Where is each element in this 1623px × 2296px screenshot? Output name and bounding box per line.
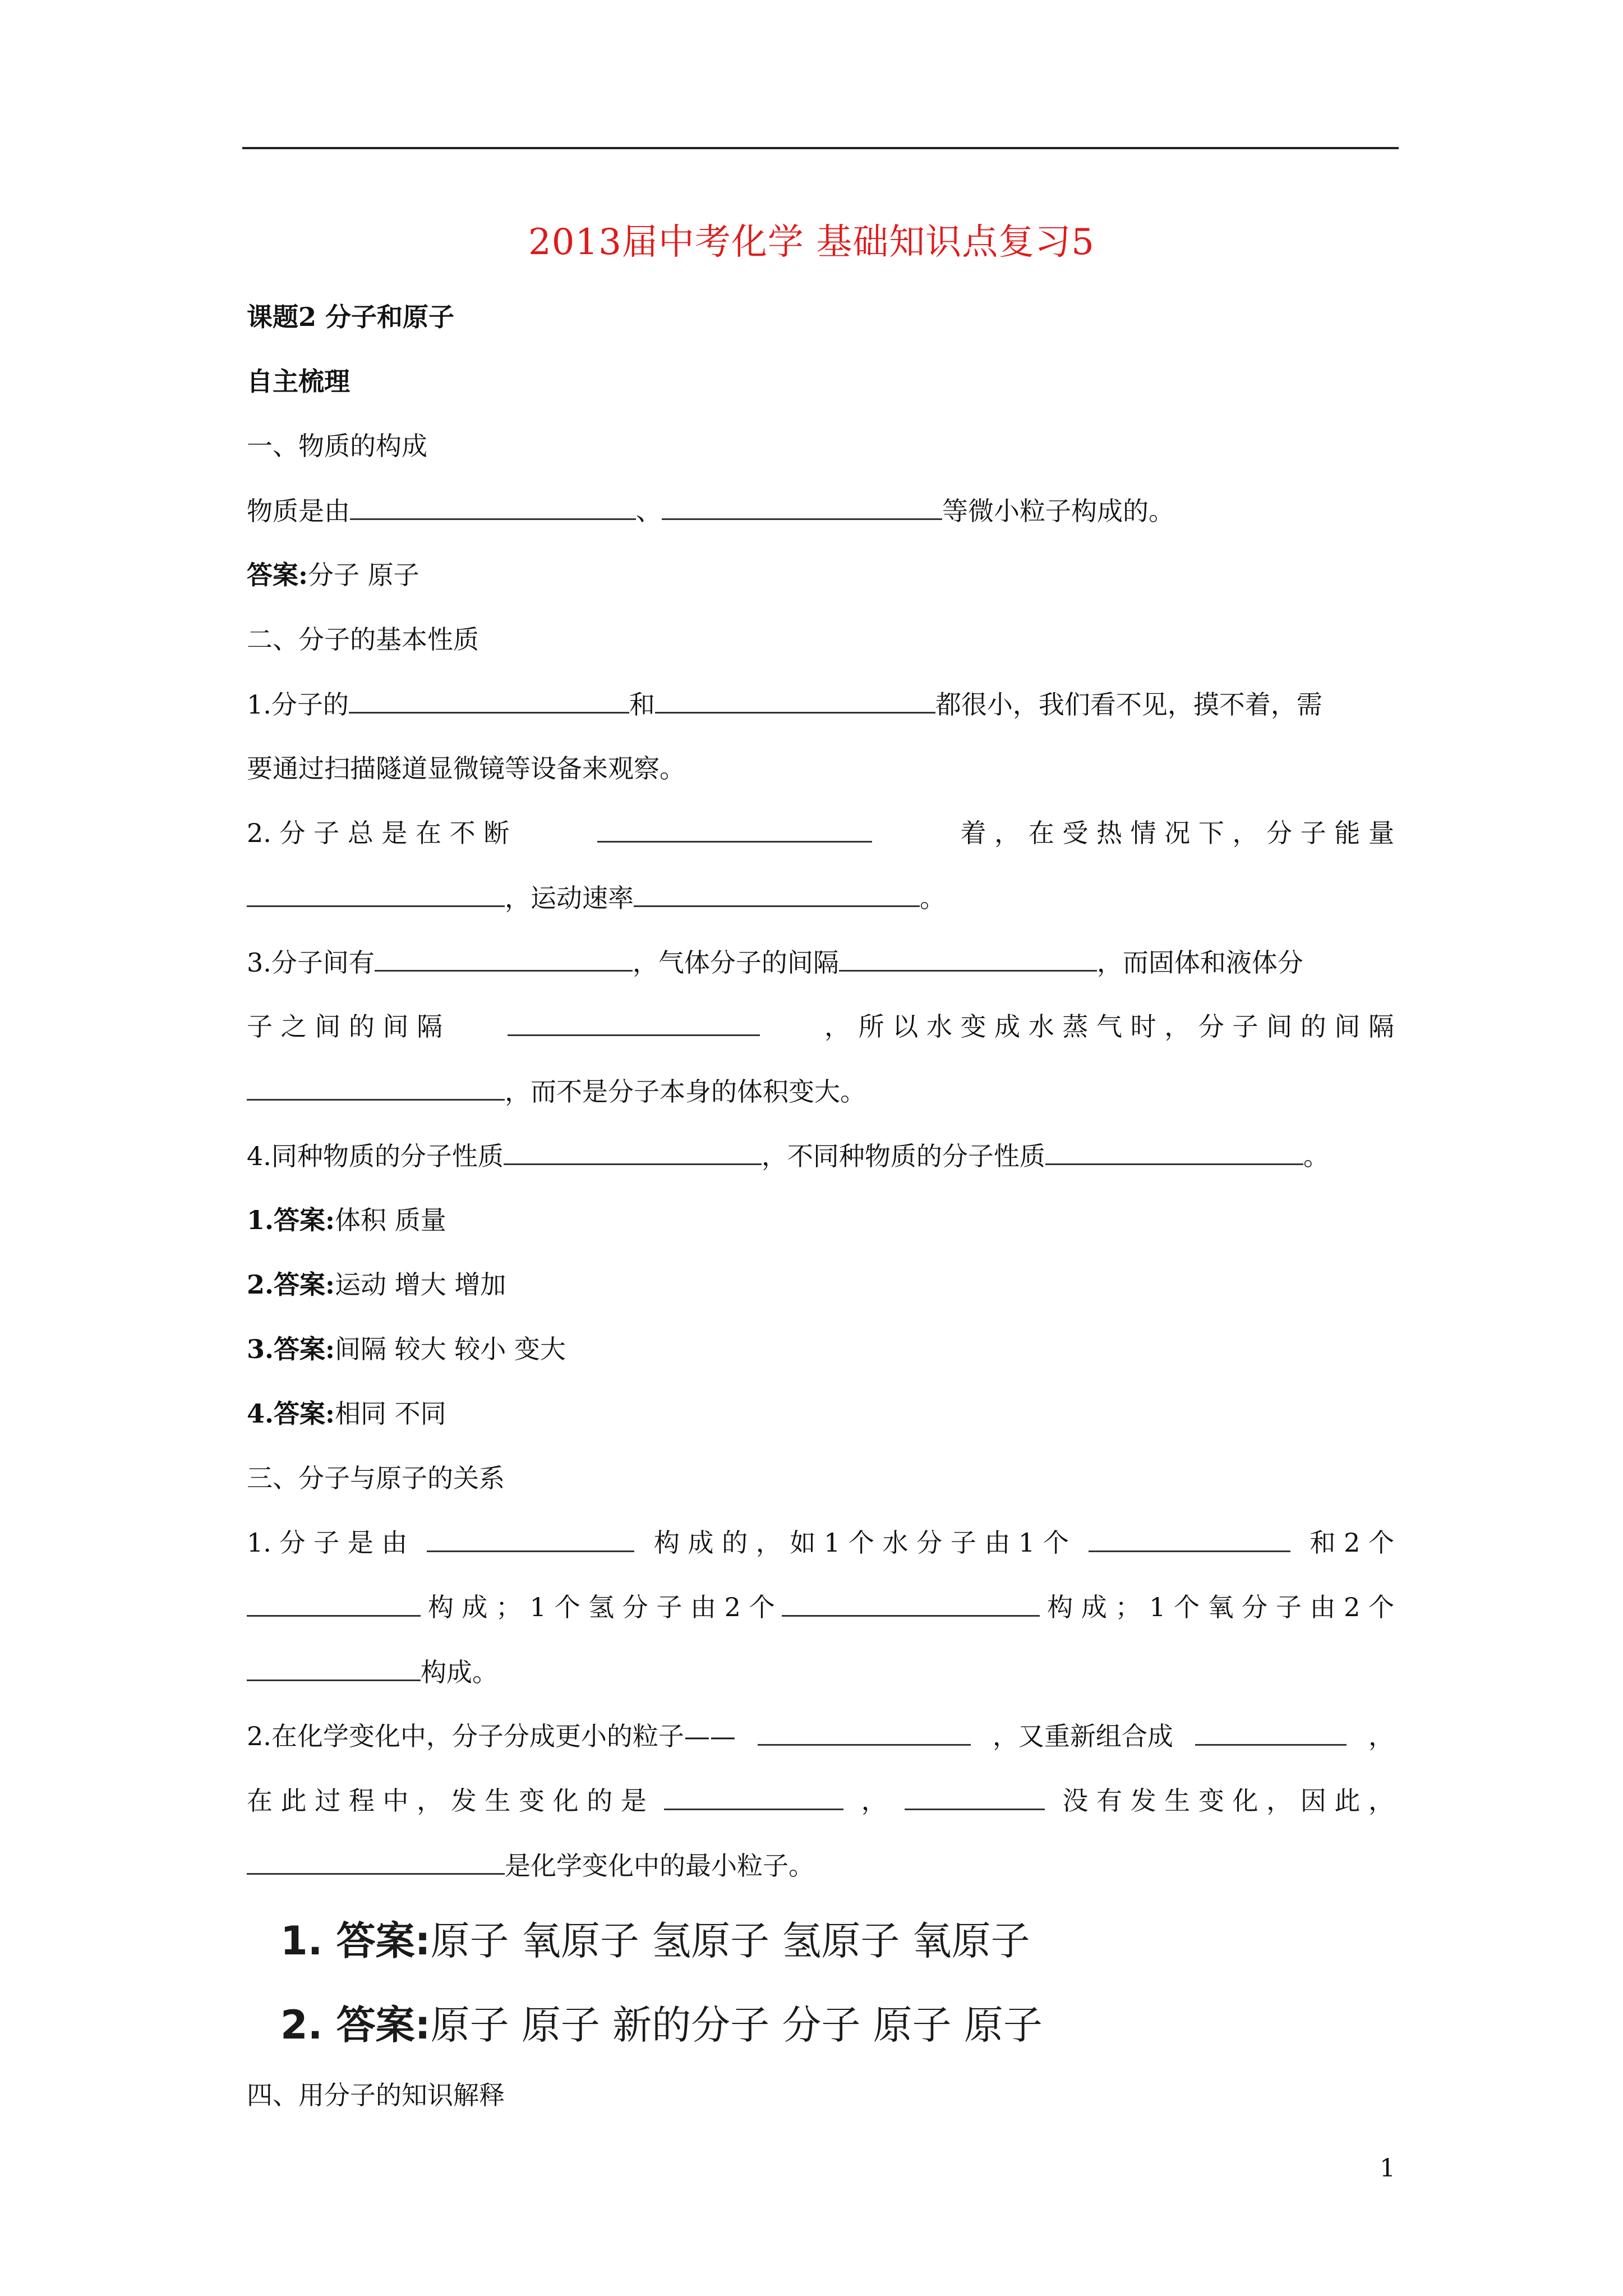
answer-blank[interactable] [655, 687, 935, 714]
s2-answer-2: 2.答案:运动 增大 增加 [247, 1269, 506, 1300]
answer-blank[interactable] [597, 816, 872, 843]
s2-q4: 4.同种物质的分子性质 ，不同种物质的分子性质 。 [247, 1139, 1329, 1173]
s3-q1: 1. 分 子 是 由 构 成 的 ， 如 1 个 水 分 子 由 1 个 和 2 个 [247, 1526, 1394, 1559]
s2-answer-3: 3.答案:间隔 较大 较小 变大 [247, 1334, 566, 1364]
answer-blank[interactable] [782, 1590, 1040, 1617]
answer-blank[interactable] [427, 1526, 634, 1552]
s2-q1-cont: 要通过扫描隧道显微镜等设备来观察。 [247, 753, 685, 784]
s1-answer: 答案:分子 原子 [247, 560, 419, 590]
answer-blank[interactable] [504, 1139, 762, 1165]
answer-blank[interactable] [350, 494, 636, 520]
s2-answer-4: 4.答案:相同 不同 [247, 1398, 446, 1429]
answer-blank[interactable] [1045, 1139, 1303, 1165]
s3-heading: 三、分子与原子的关系 [247, 1463, 505, 1493]
s2-q1: 1.分子的 和 都很小，我们看不见，摸不着，需 [247, 687, 1322, 721]
s2-q2-cont: ，运动速率 。 [247, 881, 946, 915]
s2-q2: 2. 分 子 总 是 在 不 断 着 ， 在 受 热 情 况 下 ， 分 子 能 量 [247, 816, 1394, 850]
s4-heading: 四、用分子的知识解释 [247, 2080, 505, 2110]
s2-q3-cont: 子 之 间 的 间 隔 ， 所 以 水 变 成 水 蒸 气 时 ， 分 子 间 的 间 隔 [247, 1010, 1394, 1043]
answer-blank[interactable] [375, 945, 633, 972]
answer-blank[interactable] [247, 1848, 505, 1875]
s2-answer-1: 1.答案:体积 质量 [247, 1205, 446, 1235]
answer-blank[interactable] [839, 945, 1097, 972]
section-self-study: 自主梳理 [247, 366, 350, 397]
answer-blank[interactable] [247, 1590, 421, 1617]
lesson-heading: 课题2 分子和原子 [247, 302, 455, 332]
page-number: 1 [1380, 2154, 1395, 2183]
s2-q3: 3.分子间有 ，气体分子的间隔 ，而固体和液体分 [247, 945, 1303, 979]
s2-heading: 二、分子的基本性质 [247, 624, 479, 655]
answer-blank[interactable] [634, 881, 920, 907]
answer-blank[interactable] [1195, 1719, 1347, 1746]
answer-blank[interactable] [664, 1784, 843, 1810]
answer-blank[interactable] [349, 687, 629, 714]
document-title: 2013届中考化学 基础知识点复习5 [528, 222, 1095, 263]
answer-blank[interactable] [247, 881, 505, 907]
answer-blank[interactable] [905, 1784, 1045, 1810]
header-rule [242, 147, 1399, 149]
answer-blank[interactable] [662, 494, 942, 520]
answer-blank[interactable] [758, 1719, 971, 1746]
s3-q1-cont: 构 成 ； 1 个 氢 分 子 由 2 个 构 成 ； 1 个 氧 分 子 由 2 个 [247, 1590, 1394, 1624]
s2-q3-cont2: ，而不是分子本身的体积变大。 [247, 1074, 866, 1108]
s3-q2-cont: 在 此 过 程 中 ， 发 生 变 化 的 是 ， 没 有 发 生 变 化 ， 因 此 ， [247, 1784, 1394, 1818]
s3-q2: 2.在化学变化中，分子分成更小的粒子—— ，又重新组合成 ， [247, 1719, 1394, 1753]
s3-answer-2: 2. 答案:原子 原子 新的分子 分子 原子 原子 [280, 2002, 1043, 2048]
s1-heading: 一、物质的构成 [247, 431, 427, 461]
s3-answer-1: 1. 答案:原子 氧原子 氢原子 氢原子 氧原子 [280, 1918, 1030, 1964]
s3-q2-cont2: 是化学变化中的最小粒子。 [247, 1848, 814, 1883]
answer-blank[interactable] [508, 1010, 760, 1036]
s1-question: 物质是由 、 等微小粒子构成的。 [247, 494, 1174, 528]
answer-blank[interactable] [247, 1074, 505, 1101]
s3-q1-cont2: 构成。 [247, 1655, 498, 1689]
answer-blank[interactable] [1089, 1526, 1290, 1552]
answer-blank[interactable] [247, 1655, 421, 1681]
